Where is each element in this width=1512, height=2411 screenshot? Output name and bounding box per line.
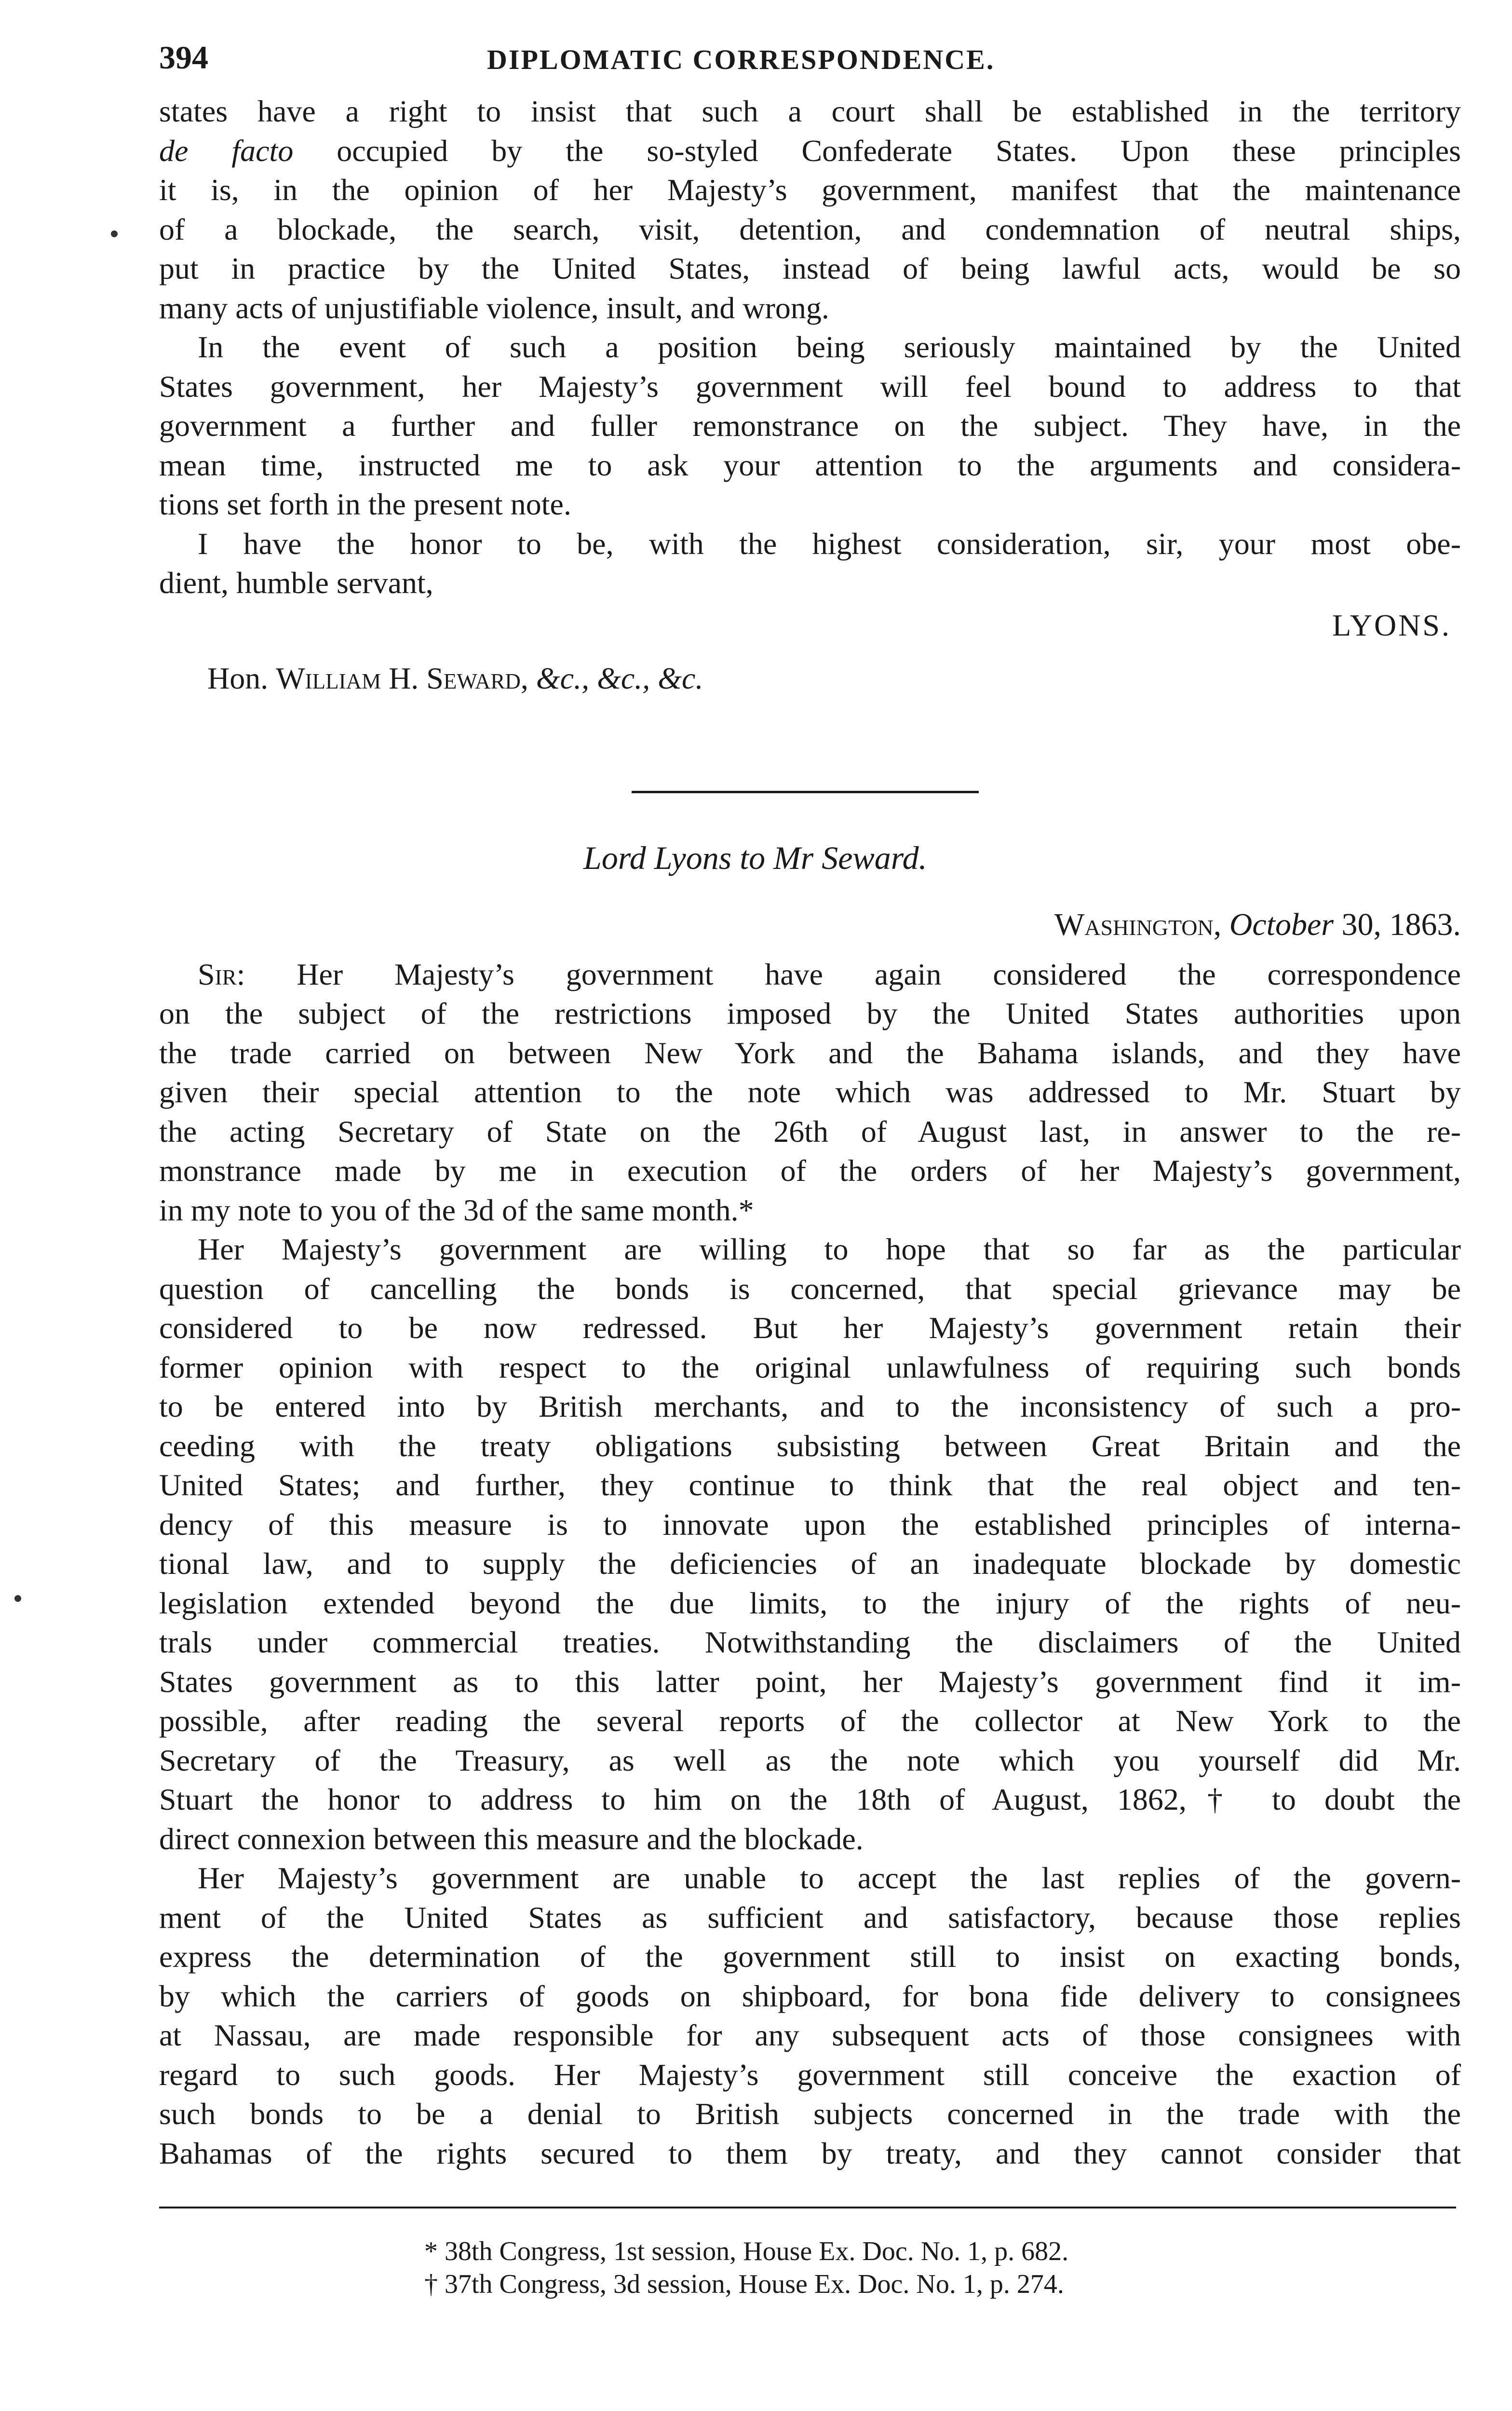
- text-line: possible, after reading the several reports of the collector at New York to the: [159, 1704, 1461, 1738]
- paragraph-closing: [159, 524, 1461, 603]
- text-line-rest: : Her Majesty’s government have again considered the correspondence: [236, 957, 1461, 991]
- text-line: many acts of unjustifiable violence, insult, and wrong.: [159, 290, 829, 325]
- signature: LYONS.: [1332, 608, 1451, 642]
- text-line: such bonds to be a denial to British subjects concerned in the trade with the: [159, 2097, 1461, 2131]
- text-line: legislation extended beyond the due limits, to the injury of the rights of neu-: [159, 1585, 1461, 1620]
- addressee-prefix: Hon.: [207, 661, 276, 695]
- addressee: [159, 661, 1471, 714]
- document-page: [159, 39, 1471, 2301]
- text-line: dient, humble servant,: [159, 566, 433, 600]
- text-line: government a further and fuller remonstrance on the subject. They have, in the: [159, 408, 1461, 443]
- dateline-day-year: 30, 1863.: [1334, 907, 1461, 942]
- text-line: regard to such goods. Her Majesty’s government still conceive the exaction of: [159, 2057, 1461, 2092]
- margin-mark: [14, 1595, 21, 1602]
- letter-paragraph-1: [159, 955, 1461, 1230]
- text-line: monstrance made by me in execution of the orders of her Majesty’s government,: [159, 1153, 1461, 1188]
- text-line: by which the carriers of goods on shipboard, for bona fide delivery to consignees: [159, 1978, 1461, 2013]
- text-line: it is, in the opinion of her Majesty’s government, manifest that the maintenance: [159, 173, 1461, 207]
- text-line: Stuart the honor to address to him on the 18th of August, 1862,† to doubt the: [159, 1782, 1461, 1816]
- text-line-rest: occupied by the so-styled Confederate States. Upon these principles: [293, 133, 1461, 168]
- letter-paragraph-3: [159, 1858, 1461, 2173]
- text-line: considered to be now redressed. But her Majesty’s government retain their: [159, 1311, 1461, 1345]
- text-line: the acting Secretary of State on the 26th of August last, in answer to the re-: [159, 1114, 1461, 1149]
- text-line: direct connexion between this measure and the blockade.: [159, 1821, 864, 1856]
- text-line: Bahamas of the rights secured to them by treaty, and they cannot consider that: [159, 2136, 1461, 2170]
- paragraph-continued: [159, 92, 1461, 327]
- text-line: of a blockade, the search, visit, detention, and condemnation of neutral ships,: [159, 212, 1461, 246]
- footnotes: [159, 2235, 1471, 2301]
- dateline: [159, 907, 1471, 955]
- section-divider: [632, 791, 979, 793]
- text-line: express the determination of the government still to insist on exacting bonds,: [159, 1939, 1461, 1974]
- text-line: Her Majesty’s government are willing to hope that so far as the particular: [198, 1232, 1461, 1266]
- text-line: tions set forth in the present note.: [159, 487, 571, 521]
- text-line: I have the honor to be, with the highest consideration, sir, your most obe-: [198, 526, 1461, 561]
- letter-paragraph-2: [159, 1230, 1461, 1858]
- text-line: tional law, and to supply the deficiencies of an inadequate blockade by domestic: [159, 1546, 1461, 1581]
- text-line: States government, her Majesty’s government will feel bound to address to that: [159, 369, 1461, 404]
- dateline-place: Washington,: [1054, 907, 1222, 942]
- italic-phrase: de facto: [159, 133, 294, 168]
- text-line: Secretary of the Treasury, as well as the note which you yourself did Mr.: [159, 1743, 1461, 1777]
- footnote: * 38th Congress, 1st session, House Ex. Doc. No. 1, p. 682.: [424, 2236, 1069, 2266]
- text-line: in my note to you of the 3d of the same month.*: [159, 1192, 754, 1227]
- text-line: the trade carried on between New York and the Bahama islands, and they have: [159, 1035, 1461, 1070]
- running-head: DIPLOMATIC CORRESPONDENCE.: [487, 44, 995, 75]
- text-line: [159, 955, 1461, 994]
- letter-title: Lord Lyons to Mr Seward.: [583, 839, 927, 876]
- text-line: Her Majesty’s government are unable to accept the last replies of the govern-: [198, 1861, 1461, 1895]
- text-line: mean time, instructed me to ask your attention to the arguments and considera-: [159, 447, 1461, 482]
- addressee-suffix: &c., &c., &c.: [528, 661, 703, 695]
- text-line: States government as to this latter point, her Majesty’s government find it im-: [159, 1664, 1461, 1699]
- text-line: question of cancelling the bonds is concerned, that special grievance may be: [159, 1271, 1461, 1306]
- text-line: United States; and further, they continue to think that the real object and ten-: [159, 1468, 1461, 1502]
- salutation: Sir: [198, 957, 237, 991]
- page-number: 394: [159, 39, 208, 76]
- text-line: former opinion with respect to the original unlawfulness of requiring such bonds: [159, 1350, 1461, 1384]
- text-line: ceeding with the treaty obligations subsisting between Great Britain and the: [159, 1428, 1461, 1463]
- margin-mark: [111, 230, 118, 237]
- text-line: at Nassau, are made responsible for any subsequent acts of those consignees with: [159, 2018, 1461, 2052]
- dateline-month: October: [1229, 907, 1334, 942]
- text-line: to be entered into by British merchants, and to the inconsistency of such a pro-: [159, 1389, 1461, 1423]
- paragraph-remonstrance: [159, 327, 1461, 524]
- text-line: put in practice by the United States, instead of being lawful acts, would be so: [159, 251, 1461, 285]
- text-line: states have a right to insist that such a court shall be established in the territory: [159, 94, 1461, 128]
- text-line: dency of this measure is to innovate upon the established principles of interna-: [159, 1507, 1461, 1542]
- footnote-divider: [159, 2207, 1456, 2208]
- text-line: given their special attention to the note which was addressed to Mr. Stuart by: [159, 1075, 1461, 1109]
- text-line: [159, 131, 1461, 171]
- text-line: trals under commercial treaties. Notwithstanding the disclaimers of the United: [159, 1625, 1461, 1659]
- text-line: on the subject of the restrictions imposed by the United States authorities upon: [159, 996, 1461, 1030]
- footnote: † 37th Congress, 3d session, House Ex. Doc. No. 1, p. 274.: [424, 2269, 1064, 2299]
- text-line: In the event of such a position being seriously maintained by the United: [198, 330, 1461, 364]
- signature-block: [159, 603, 1471, 656]
- addressee-name: William H. Seward,: [276, 661, 528, 695]
- page-header: [159, 39, 1471, 92]
- text-line: ment of the United States as sufficient and satisfactory, because those replies: [159, 1900, 1461, 1935]
